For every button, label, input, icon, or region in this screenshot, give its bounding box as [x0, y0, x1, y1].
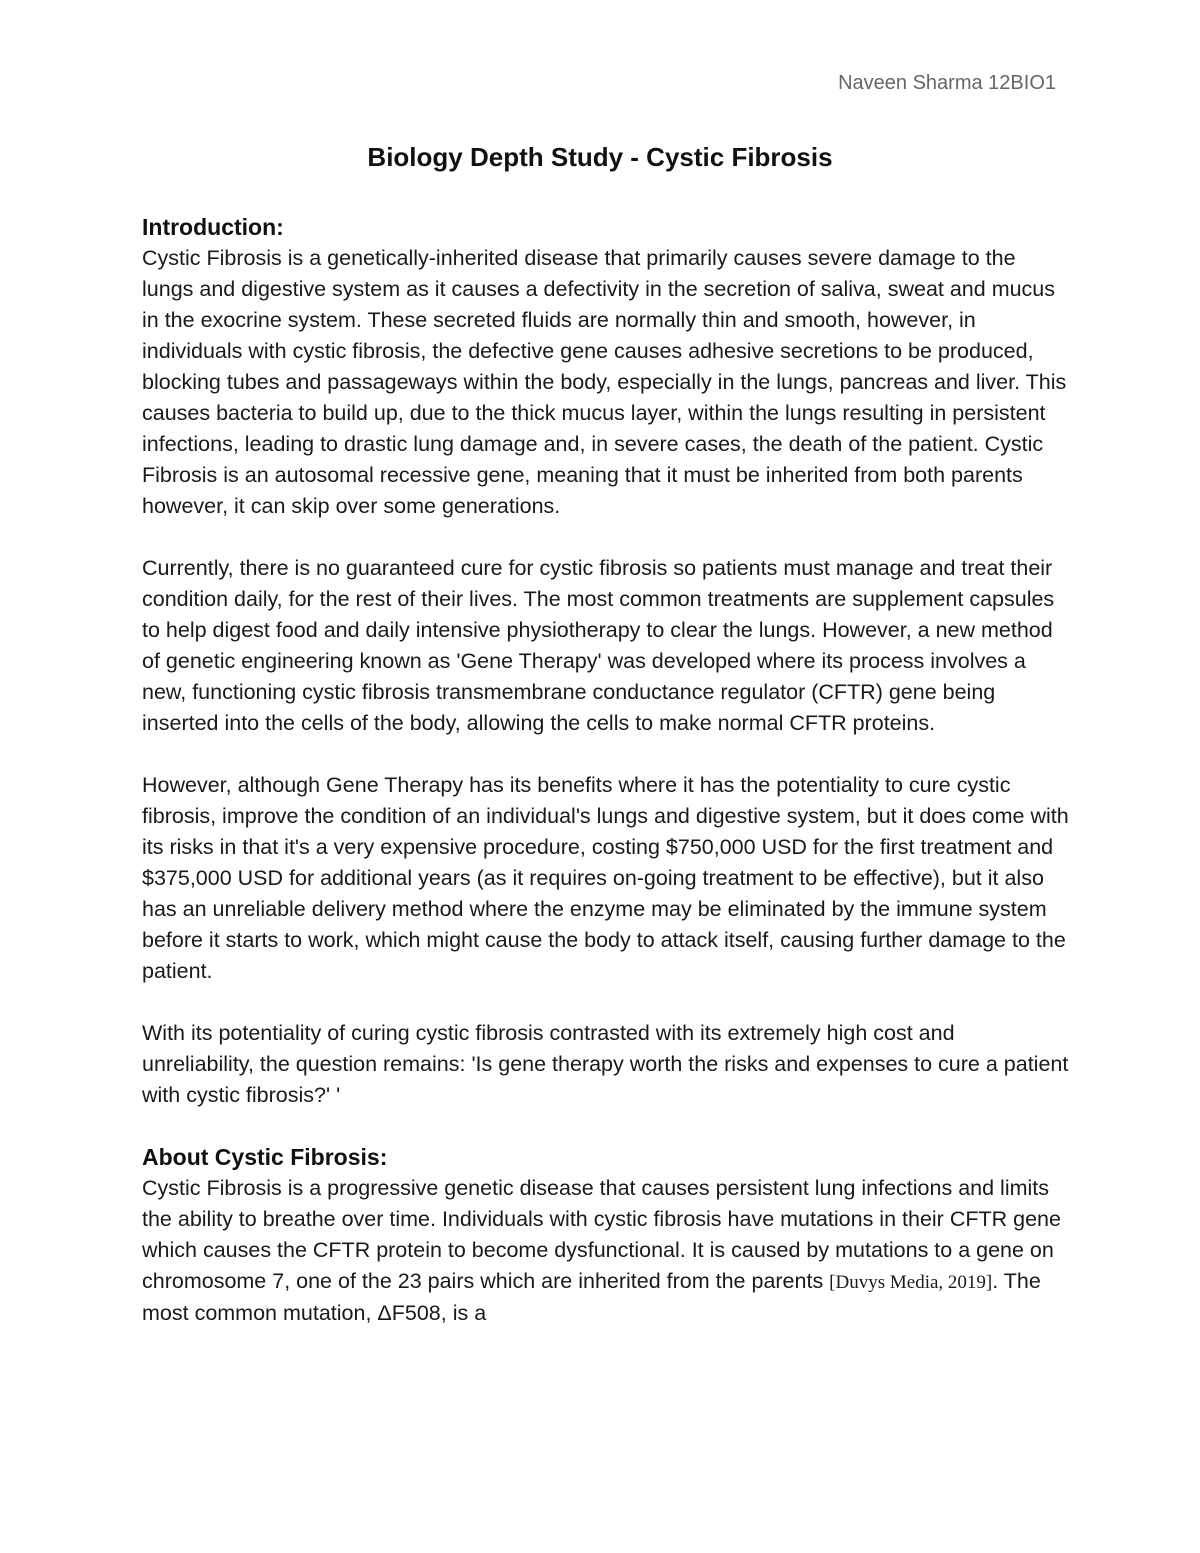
document-title: Biology Depth Study - Cystic Fibrosis	[367, 142, 833, 172]
about-paragraph-1	[142, 1173, 1072, 1329]
about-paragraph-text-before-citation: Cystic Fibrosis is a progressive genetic disease that causes persistent lung infections and limits the ability to breathe over time. Individuals with cystic fibrosis have mutations in their CFTR gene which causes the CFTR protein to become dysfunctional. It is caused by mutations to a gene on chromosome 7, one of the 23 pairs which are inherited from the parents	[142, 1176, 1061, 1293]
author-header: Naveen Sharma 12BIO1	[838, 72, 1056, 94]
introduction-heading: Introduction:	[142, 214, 284, 240]
introduction-paragraph-4: With its potentiality of curing cystic fibrosis contrasted with its extremely high cost and unreliability, the question remains: 'Is gene therapy worth the risks and expenses to cure a patient with cystic fibrosis?' '	[142, 1021, 1069, 1107]
document-body	[142, 212, 1072, 1329]
introduction-paragraph-1: Cystic Fibrosis is a genetically-inherited disease that primarily causes severe damage to the lungs and digestive system as it causes a defectivity in the secretion of saliva, sweat and mucus in the exocrine system. These secreted fluids are normally thin and smooth, however, in individuals with cystic fibrosis, the defective gene causes adhesive secretions to be produced, blocking tubes and passageways within the body, especially in the lungs, pancreas and liver. This causes bacteria to build up, due to the thick mucus layer, within the lungs resulting in persistent infections, leading to drastic lung damage and, in severe cases, the death of the patient. Cystic Fibrosis is an autosomal recessive gene, meaning that it must be inherited from both parents however, it can skip over some generations.	[142, 246, 1067, 518]
citation: [Duvys Media, 2019]	[829, 1272, 993, 1293]
introduction-paragraph-2: Currently, there is no guaranteed cure for cystic fibrosis so patients must manage and treat their condition daily, for the rest of their lives. The most common treatments are supplement capsules to help digest food and daily intensive physiotherapy to clear the lungs. However, a new method of genetic engineering known as 'Gene Therapy' was developed where its process involves a new, functioning cystic fibrosis transmembrane conductance regulator (CFTR) gene being inserted into the cells of the body, allowing the cells to make normal CFTR proteins.	[142, 556, 1055, 735]
about-heading: About Cystic Fibrosis:	[142, 1144, 388, 1170]
about-paragraph-text-after-citation: . The most common mutation, ΔF508, is a	[142, 1269, 1041, 1325]
introduction-paragraph-3: However, although Gene Therapy has its benefits where it has the potentiality to cure cystic fibrosis, improve the condition of an individual's lungs and digestive system, but it does come with its risks in that it's a very expensive procedure, costing $750,000 USD for the first treatment and $375,000 USD for additional years (as it requires on-going treatment to be effective), but it also has an unreliable delivery method where the enzyme may be eliminated by the immune system before it starts to work, which might cause the body to attack itself, causing further damage to the patient.	[142, 773, 1069, 983]
